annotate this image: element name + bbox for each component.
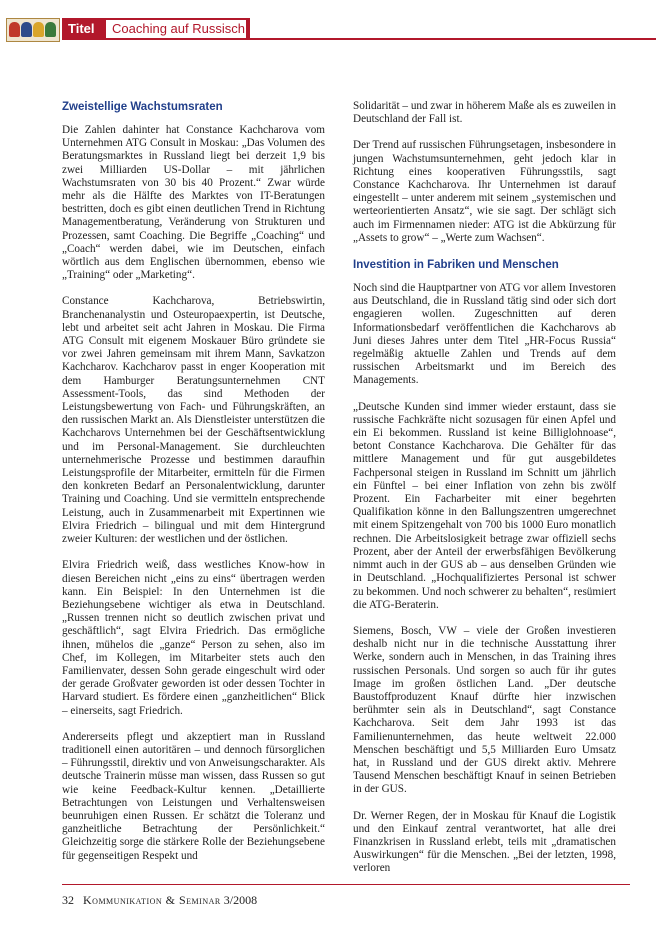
body-paragraph: Andererseits pflegt und akzeptiert man in Russland traditionell einen autoritären – und dennoch fürsorglichen – Führungsstil, direktiv und von Anweisungscharakter. Als deutsche Trainerin müsse man wissen, dass Russen so gut wie keine Feedback-Kultur kennen. „Detaillierte Betrachtungen von Leistungen und Verhaltensweisen beunruhigen einen Russen. Er schätzt die Toleranz und ganzheitliche Betrachtung der Persönlichkeit.“ Gleichzeitig sorge die stärkere Rolle der Beziehungsebene für gegenseitigen Respekt und xyxy=(62,730,325,862)
left-column xyxy=(62,100,325,876)
body-paragraph: Elvira Friedrich weiß, dass westliches Know-how in diesen Bereichen nicht „eins zu eins“ übertragen werden kann. Ein Beispiel: In den Unternehmen ist die Beziehungsebene wichtiger als etwa in Deutschland. „Russen trennen nicht so deutlich zwischen privat und geschäftlich“, sagt Elvira Friedrich. Das ermögliche ihnen, mühelos die „ganze“ Person zu sehen, also im Chef, im Kollegen, im Mitarbeiter stets auch den Familienvater, dessen Sohn gerade eingeschult wird oder der gerade Großvater geworden ist oder dessen Tochter in Harvard studiert. Es fördere einen „ganzheitlichen“ Blick – einerseits, sagt Friedrich. xyxy=(62,559,325,717)
right-column xyxy=(353,100,616,889)
section-heading: Investition in Fabriken und Menschen xyxy=(353,259,559,272)
body-paragraph: Siemens, Bosch, VW – viele der Großen investieren deshalb nicht nur in die technische Ausstattung ihrer Werke, sondern auch in Menschen, in das Training ihres russischen Personals. Und sorgen so auch für ihr gutes Image im großen östlichen Land. „Der deutsche Baustoffproduzent Knauf dürfte hier inzwischen berühmter sein als in Deutschland“, sagt Constance Kachcharova. Seit dem Jahr 1993 ist das Familienunternehmen, das heute weltweit 22.000 Menschen beschäftigt und 5,5 Milliarden Euro Umsatz hat, in Russland und der GUS direkt aktiv. Mehrere Tausend Menschen beschäftigt Knauf in seinen Betrieben in der GUS. xyxy=(353,624,616,796)
page-header xyxy=(0,18,656,40)
section-heading: Zweistellige Wachstumsraten xyxy=(62,101,223,113)
footer-rule xyxy=(62,884,630,885)
section-tab xyxy=(62,18,250,40)
page-footer xyxy=(62,893,257,908)
issue-number: 3/2008 xyxy=(223,893,258,907)
body-paragraph: Noch sind die Hauptpartner von ATG vor allem Investoren aus Deutschland, die in Russland tätig sind oder sich dort engagieren wollen. Zugeschnitten auf deren Informationsbedarf veröffentlichen die Kachcharovs ab Juni dieses Jahres unter dem Titel „HR-Focus Russia“ regelmäßig aktuelle Zahlen und Trends auf dem russischen Arbeitsmarkt und im Bereich des Managements. xyxy=(353,282,616,387)
body-paragraph: Solidarität – und zwar in höherem Maße als es zuweilen in Deutschland der Fall ist. xyxy=(353,100,616,126)
body-paragraph: Die Zahlen dahinter hat Constance Kachcharova vom Unternehmen ATG Consult in Moskau: „Das Volumen des Beratungsmarktes in Russland liegt bei derzeit 1,9 bis zwei Milliarden US-Dollar – mit jährlichen Wachstumsraten von 30 bis 40 Prozent.“ Zwar würde mehr als die Hälfte des Marktes von IT-Beratungen bestritten, doch es gibt einen deutlichen Trend in Richtung Managementberatung, Veränderung von Strukturen und Prozessen, samt Coaching. Die Begriffe „Coaching“ und „Coach“ werden dabei, wie im Deutschen, einfach wörtlich aus dem Englischen übernommen, ebenso wie „Training“ oder „Marketing“. xyxy=(62,124,325,282)
magazine-name: Kommunikation & Seminar xyxy=(83,893,221,907)
body-paragraph: Dr. Werner Regen, der in Moskau für Knauf die Logistik und den Einkauf zentral verantwortet, hat alle drei Finanzkrisen in Russland erlebt, teils mit „dramatischen Auswirkungen“ für die Menschen. „Bei der letzten, 1998, verloren xyxy=(353,809,616,875)
page-number: 32 xyxy=(62,893,74,907)
body-paragraph: Der Trend auf russischen Führungsetagen, insbesondere in jungen Wachstumsunternehmen, geht jedoch klar in Richtung eines kooperativen Führungsstils, sagt Constance Kachcharova. Ihr Unternehmen ist darauf eingestellt – unter anderem mit seinem „systemischen und werteorientierten Ansatz“, wie sie sagt. Der schlägt sich auch im Firmennamen nieder: ATG ist die Abkürzung für „Assets to grow“ – „Werte zum Wachsen“. xyxy=(353,139,616,244)
section-label: Titel xyxy=(68,21,95,36)
magazine-logo-icon xyxy=(6,18,60,42)
body-paragraph: Constance Kachcharova, Betriebswirtin, Branchenanalystin und Osteuropaexpertin, ist Deutsche, lebt und arbeitet seit acht Jahren in Moskau. Die Firma ATG Consult mit eigenem Moskauer Büro gründete sie vor zwei Jahren gemeinsam mit ihrem Mann, Savkatzon Kachcharov. Kachcharov passt in enger Kooperation mit dem Hamburger Beratungsunternehmen CNT Assessment-Tools, das sind Methoden der Leistungsbewertung von Fach- und Führungskräften, an den russischen Markt an. Als Dienstleister unterstützen die Kachcharovs Unternehmen bei der Geschäftsentwicklung und im Personal-Management. Sie durchleuchten unternehmerische Prozesse und bestimmen daraufhin Leistungsprofile der Mitarbeiter, ermitteln für die Firmen den konkreten Bedarf an Personalentwicklung, darunter Training und Coaching. Und sie vermitteln entsprechende Leistung, auch in Zusammenarbeit mit Expertinnen wie Elvira Friedrich – bilingual und mit dem Hintergrund zweier Kulturen: der westlichen und der östlichen. xyxy=(62,295,325,546)
section-topic: Coaching auf Russisch xyxy=(106,20,246,38)
header-rule xyxy=(250,38,656,40)
body-paragraph: „Deutsche Kunden sind immer wieder erstaunt, dass sie russische Fachkräfte nicht sozusagen für einen Apfel und ein Ei bekommen. Russland ist keine Billiglohnoase“, betont Constance Kachcharova. Die Gehälter für das mittlere Management und für gut ausgebildetes Fachpersonal steigen in Russland im Schnitt um jährlich ein Fünftel – bei einer Inflation von zehn bis zwölf Prozent. Ein Facharbeiter mit einer begehrten Qualifikation könne in den Ballungszentren umgerechnet mit einem Spitzengehalt von 700 bis 1000 Euro monatlich rechnen. Die Arbeitslosigkeit betrage zwar offiziell sechs Prozent, aber der Anteil der erwerbsfähigen Bevölkerung nimmt auch in der GUS ab – aus denselben Gründen wie in Deutschland. „Hochqualifiziertes Personal ist schwer zu bekommen. Und noch schwerer zu behalten“, resümiert die ATG-Beraterin. xyxy=(353,400,616,611)
